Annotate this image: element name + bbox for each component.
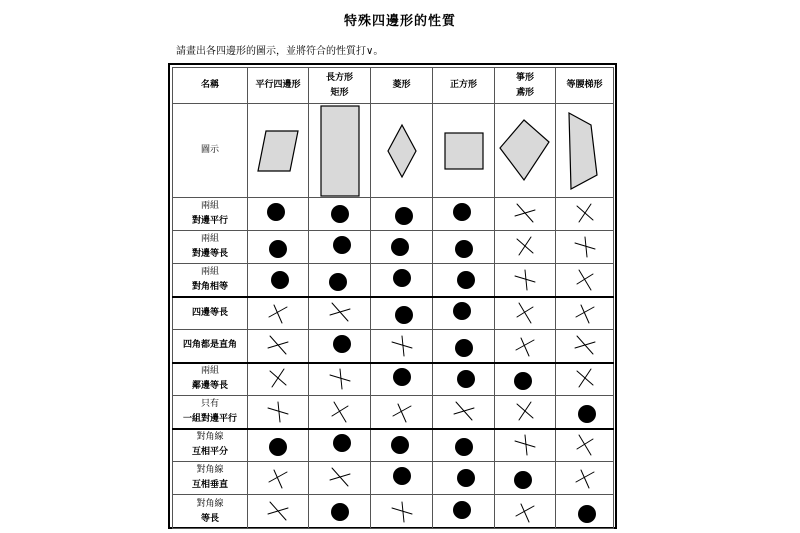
mark-cell-square[interactable] — [433, 429, 495, 462]
property-label-line1: 兩組 — [200, 201, 219, 211]
parallelogram-figure — [250, 121, 306, 181]
figure-cell — [309, 104, 371, 198]
property-label — [173, 363, 248, 396]
property-row — [173, 363, 614, 396]
mark-cell-rhombus[interactable] — [371, 330, 433, 363]
mark-cell-parallelogram[interactable] — [248, 429, 309, 462]
mark-cell-square[interactable] — [433, 231, 495, 264]
filled-dot-mark — [511, 365, 539, 393]
worksheet-table-frame — [168, 63, 617, 529]
mark-cell-kite[interactable] — [495, 264, 556, 297]
property-label-line2: 對邊等長 — [191, 249, 228, 259]
property-label-line2: 鄰邊等長 — [191, 381, 228, 392]
cross-mark — [511, 233, 539, 261]
mark-cell-rectangle[interactable] — [309, 396, 371, 429]
mark-cell-isosceles-trapezoid[interactable] — [556, 297, 614, 330]
mark-cell-isosceles-trapezoid[interactable] — [556, 198, 614, 231]
property-label — [173, 198, 248, 231]
mark-cell-parallelogram[interactable] — [248, 462, 309, 495]
filled-dot-mark — [450, 464, 478, 492]
mark-cell-square[interactable] — [433, 297, 495, 330]
mark-cell-rhombus[interactable] — [371, 231, 433, 264]
column-header-line2: 矩形 — [330, 87, 349, 98]
mark-cell-rhombus[interactable] — [371, 363, 433, 396]
column-header-line1: 菱形 — [392, 80, 411, 90]
filled-dot-mark — [326, 266, 354, 294]
property-label-line2: 四邊等長 — [191, 307, 228, 318]
mark-cell-parallelogram[interactable] — [248, 198, 309, 231]
filled-dot-mark — [450, 299, 478, 327]
mark-cell-kite[interactable] — [495, 231, 556, 264]
cross-mark — [264, 398, 292, 426]
mark-cell-kite[interactable] — [495, 297, 556, 330]
column-header-line1: 正方形 — [449, 80, 477, 90]
filled-dot-mark — [326, 332, 354, 360]
column-header-kite — [495, 68, 556, 104]
mark-cell-parallelogram[interactable] — [248, 330, 309, 363]
mark-cell-parallelogram[interactable] — [248, 495, 309, 529]
cross-mark — [571, 431, 599, 459]
mark-cell-rectangle[interactable] — [309, 495, 371, 529]
property-label — [173, 297, 248, 330]
cross-mark — [326, 365, 354, 393]
property-row — [173, 495, 614, 529]
property-row — [173, 396, 614, 429]
mark-cell-kite[interactable] — [495, 429, 556, 462]
mark-cell-kite[interactable] — [495, 363, 556, 396]
mark-cell-isosceles-trapezoid[interactable] — [556, 363, 614, 396]
cross-mark — [511, 200, 539, 228]
filled-dot-mark — [264, 431, 292, 459]
filled-dot-mark — [388, 200, 416, 228]
mark-cell-kite[interactable] — [495, 330, 556, 363]
property-label — [173, 231, 248, 264]
figure-cell — [495, 104, 556, 198]
page-title: 特殊四邊形的性質 — [343, 14, 456, 29]
column-header-line1: 箏形 — [515, 72, 534, 83]
filled-dot-mark — [450, 200, 478, 228]
column-header-parallelogram — [248, 68, 309, 104]
figure-cell — [248, 104, 309, 198]
cross-mark — [571, 365, 599, 393]
cross-mark — [326, 464, 354, 492]
rectangle-figure — [312, 105, 368, 197]
filled-dot-mark — [388, 233, 416, 261]
property-label-line2: 互相平分 — [191, 447, 228, 458]
property-label-line2: 對角相等 — [191, 281, 228, 292]
column-header-rhombus — [371, 68, 433, 104]
header-row — [173, 68, 614, 104]
filled-dot-mark — [326, 431, 354, 459]
property-label — [173, 330, 248, 363]
figure-cell — [371, 104, 433, 198]
cross-mark — [264, 464, 292, 492]
cross-mark — [264, 332, 292, 360]
property-label-line2: 等長 — [200, 513, 219, 524]
property-label-line2: 四角都是直角 — [182, 340, 237, 351]
cross-mark — [264, 299, 292, 327]
column-header-isosceles-trapezoid — [556, 68, 614, 104]
property-label-line1: 兩組 — [200, 234, 219, 244]
cross-mark — [264, 498, 292, 526]
property-row — [173, 297, 614, 330]
mark-cell-square[interactable] — [433, 396, 495, 429]
property-row — [173, 462, 614, 495]
mark-cell-kite[interactable] — [495, 495, 556, 529]
cross-mark — [511, 299, 539, 327]
cross-mark — [388, 398, 416, 426]
mark-cell-rhombus[interactable] — [371, 297, 433, 330]
filled-dot-mark — [450, 365, 478, 393]
column-header-line1: 長方形 — [325, 72, 353, 83]
mark-cell-square[interactable] — [433, 264, 495, 297]
mark-cell-isosceles-trapezoid[interactable] — [556, 495, 614, 529]
mark-cell-isosceles-trapezoid[interactable] — [556, 330, 614, 363]
filled-dot-mark — [388, 266, 416, 294]
property-label-line1: 只有 — [200, 398, 219, 409]
mark-cell-isosceles-trapezoid[interactable] — [556, 396, 614, 429]
property-label — [173, 429, 248, 462]
figure-cell — [556, 104, 614, 198]
property-label-line1: 對角線 — [196, 465, 224, 475]
mark-cell-square[interactable] — [433, 330, 495, 363]
mark-cell-kite[interactable] — [495, 462, 556, 495]
cross-mark — [571, 200, 599, 228]
mark-cell-rectangle[interactable] — [309, 363, 371, 396]
figure-row — [173, 104, 614, 198]
filled-dot-mark — [326, 498, 354, 526]
name-header: 名稱 — [173, 68, 248, 104]
filled-dot-mark — [326, 233, 354, 261]
mark-cell-square[interactable] — [433, 495, 495, 529]
cross-mark — [571, 332, 599, 360]
mark-cell-parallelogram[interactable] — [248, 231, 309, 264]
column-header-line2: 鳶形 — [515, 87, 534, 98]
filled-dot-mark — [264, 233, 292, 261]
mark-cell-rectangle[interactable] — [309, 231, 371, 264]
cross-mark — [511, 398, 539, 426]
column-header-line1: 平行四邊形 — [255, 80, 301, 90]
mark-cell-rectangle[interactable] — [309, 330, 371, 363]
cross-mark — [571, 464, 599, 492]
filled-dot-mark — [264, 266, 292, 294]
mark-cell-rhombus[interactable] — [371, 264, 433, 297]
property-label-line1: 兩組 — [200, 266, 219, 277]
mark-cell-rectangle[interactable] — [309, 429, 371, 462]
property-label — [173, 495, 248, 529]
filled-dot-mark — [450, 266, 478, 294]
filled-dot-mark — [388, 464, 416, 492]
property-rows — [173, 198, 614, 529]
cross-mark — [511, 431, 539, 459]
mark-cell-square[interactable] — [433, 363, 495, 396]
property-row — [173, 231, 614, 264]
mark-cell-parallelogram[interactable] — [248, 264, 309, 297]
cross-mark — [388, 498, 416, 526]
property-row — [173, 198, 614, 231]
filled-dot-mark — [450, 233, 478, 261]
cross-mark — [264, 365, 292, 393]
mark-cell-rectangle[interactable] — [309, 198, 371, 231]
property-row — [173, 429, 614, 462]
cross-mark — [326, 299, 354, 327]
mark-cell-rhombus[interactable] — [371, 429, 433, 462]
mark-cell-parallelogram[interactable] — [248, 363, 309, 396]
mark-cell-isosceles-trapezoid[interactable] — [556, 264, 614, 297]
mark-cell-rhombus[interactable] — [371, 396, 433, 429]
figure-cell — [433, 104, 495, 198]
filled-dot-mark — [388, 299, 416, 327]
cross-mark — [450, 398, 478, 426]
filled-dot-mark — [326, 200, 354, 228]
property-row — [173, 264, 614, 297]
isosceles-trapezoid-figure — [557, 109, 613, 193]
mark-cell-parallelogram[interactable] — [248, 396, 309, 429]
mark-cell-isosceles-trapezoid[interactable] — [556, 462, 614, 495]
mark-cell-rhombus[interactable] — [371, 198, 433, 231]
column-header-line1: 等腰梯形 — [566, 80, 603, 90]
instruction-text: 請畫出各四邊形的圖示，並將符合的性質打∨。 — [176, 46, 384, 57]
property-label-line2: 互相垂直 — [191, 480, 228, 490]
filled-dot-mark — [571, 498, 599, 526]
property-row — [173, 330, 614, 363]
properties-table — [172, 67, 614, 529]
mark-cell-isosceles-trapezoid[interactable] — [556, 429, 614, 462]
filled-dot-mark — [450, 431, 478, 459]
property-label-line2: 一組對邊平行 — [182, 413, 237, 424]
cross-mark — [326, 398, 354, 426]
mark-cell-rectangle[interactable] — [309, 264, 371, 297]
filled-dot-mark — [571, 398, 599, 426]
mark-cell-rhombus[interactable] — [371, 495, 433, 529]
filled-dot-mark — [450, 332, 478, 360]
column-header-rectangle — [309, 68, 371, 104]
cross-mark — [388, 332, 416, 360]
property-label-line1: 對角線 — [196, 432, 224, 443]
figure-row-label: 圖示 — [173, 104, 248, 198]
property-label-line2: 對邊平行 — [191, 216, 228, 226]
square-figure — [436, 129, 492, 173]
filled-dot-mark — [450, 498, 478, 526]
cross-mark — [571, 233, 599, 261]
mark-cell-kite[interactable] — [495, 198, 556, 231]
cross-mark — [571, 266, 599, 294]
property-label-line1: 兩組 — [200, 366, 219, 377]
mark-cell-kite[interactable] — [495, 396, 556, 429]
cross-mark — [571, 299, 599, 327]
filled-dot-mark — [511, 464, 539, 492]
mark-cell-rectangle[interactable] — [309, 462, 371, 495]
column-header-square — [433, 68, 495, 104]
filled-dot-mark — [388, 365, 416, 393]
cross-mark — [511, 498, 539, 526]
mark-cell-rhombus[interactable] — [371, 462, 433, 495]
property-label — [173, 462, 248, 495]
filled-dot-mark — [388, 431, 416, 459]
property-label — [173, 264, 248, 297]
mark-cell-isosceles-trapezoid[interactable] — [556, 231, 614, 264]
rhombus-figure — [374, 119, 430, 183]
mark-cell-rectangle[interactable] — [309, 297, 371, 330]
cross-mark — [511, 266, 539, 294]
mark-cell-square[interactable] — [433, 198, 495, 231]
kite-figure — [497, 116, 553, 186]
property-label — [173, 396, 248, 429]
property-label-line1: 對角線 — [196, 498, 224, 509]
cross-mark — [511, 332, 539, 360]
filled-dot-mark — [264, 200, 292, 228]
mark-cell-parallelogram[interactable] — [248, 297, 309, 330]
mark-cell-square[interactable] — [433, 462, 495, 495]
